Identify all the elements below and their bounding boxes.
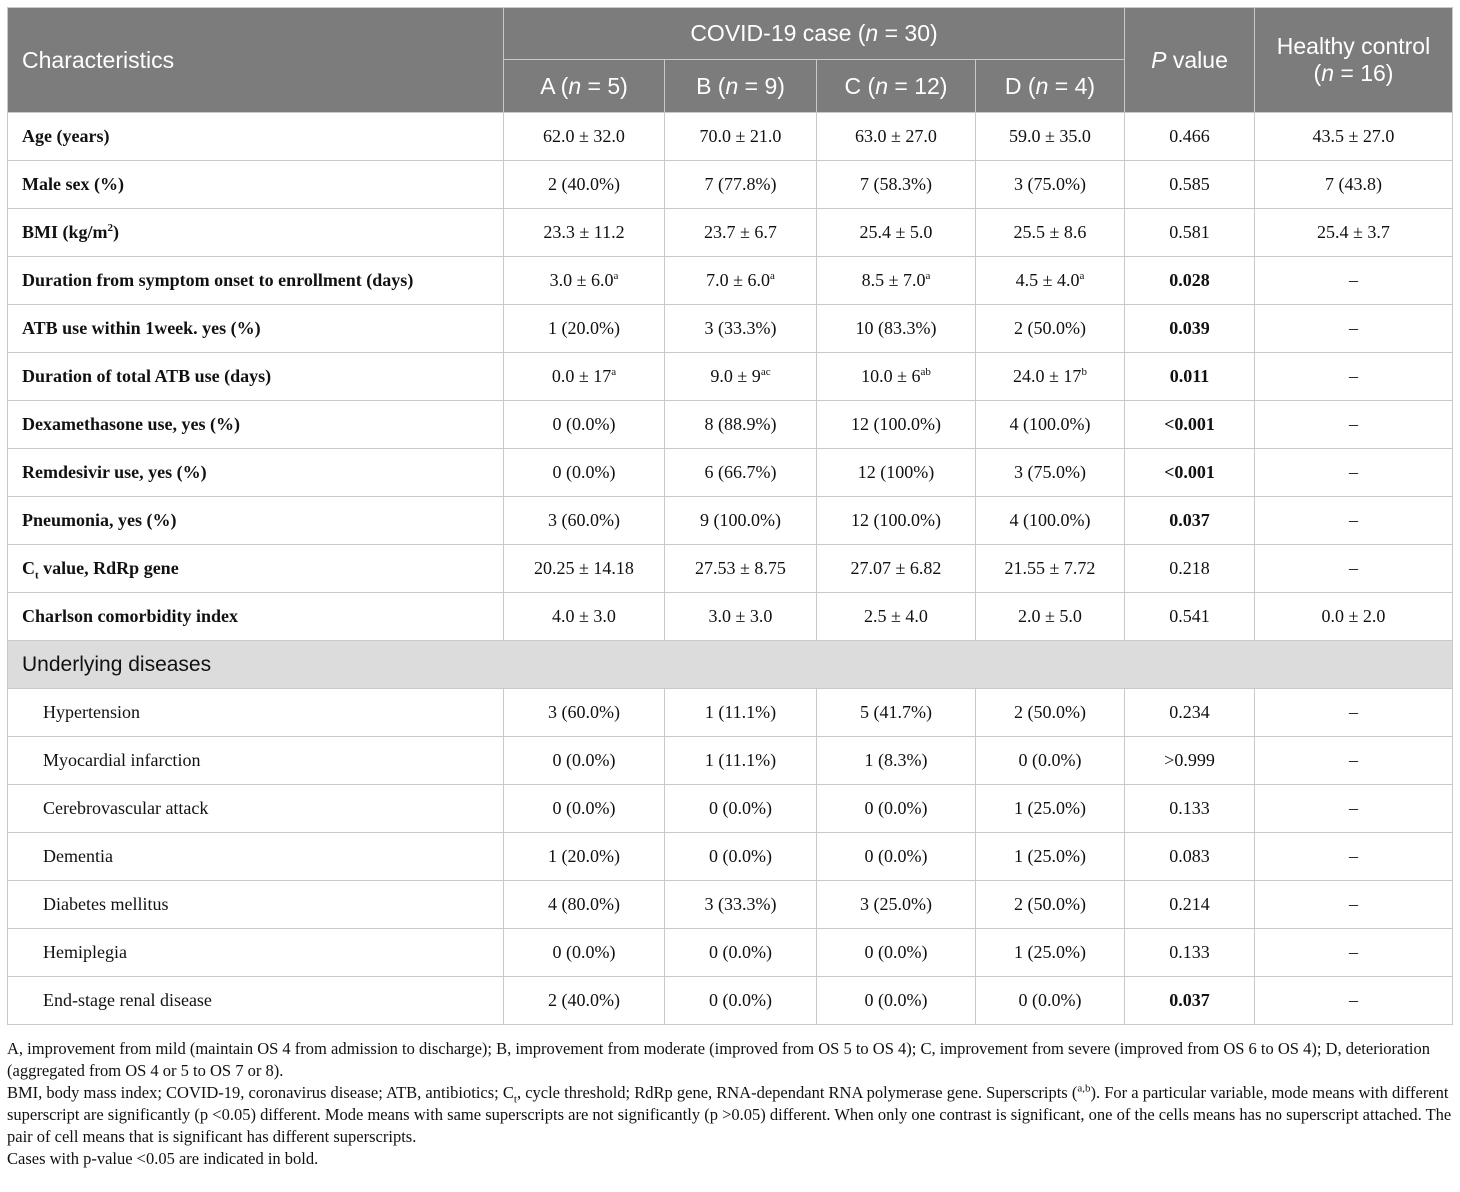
cell-a: 4.0 ± 3.0	[504, 593, 665, 641]
row-label: BMI $(kg/m^2)$	[8, 209, 504, 257]
cell-b: 7 (77.8%)	[665, 161, 817, 209]
header-group-b: B (n = 9)	[665, 60, 817, 113]
cell-healthy: 7 (43.8)	[1255, 161, 1453, 209]
row-label: Dexamethasone use, yes (%)	[8, 401, 504, 449]
cell-p-value: 0.581	[1125, 209, 1255, 257]
cell-healthy: –	[1255, 353, 1453, 401]
cell-d: 3 (75.0%)	[976, 449, 1125, 497]
cell-a: 2 (40.0%)	[504, 977, 665, 1025]
row-label: Hemiplegia	[8, 929, 504, 977]
cell-healthy: –	[1255, 497, 1453, 545]
header-group-c: C (n = 12)	[817, 60, 976, 113]
cell-b: 8 (88.9%)	[665, 401, 817, 449]
cell-p-value: 0.133	[1125, 785, 1255, 833]
cell-c: 8.5 ± 7.0$^a$	[817, 257, 976, 305]
cell-a: 3 (60.0%)	[504, 689, 665, 737]
row-label: Charlson comorbidity index	[8, 593, 504, 641]
row-label: Myocardial infarction	[8, 737, 504, 785]
cell-b: 0 (0.0%)	[665, 833, 817, 881]
cell-c: 5 (41.7%)	[817, 689, 976, 737]
footnote-abbreviations: BMI, body mass index; COVID-19, coronavirus disease; ATB, antibiotics; $C_t$, cycle threshold; RdRp gene, RNA-dependant RNA polymerase gene. Superscripts ($^{a,b}$). For a particular variable, mode means with different superscript are significantly (p <0.05) different. Mode means with same superscripts are not significantly (p >0.05) different. When only one contrast is significant, one of the cells means has no superscript attached. The pair of cell means that is significant has different superscripts.	[7, 1082, 1452, 1146]
cell-a: 0 (0.0%)	[504, 449, 665, 497]
row-label: Duration from symptom onset to enrollment (days)	[8, 257, 504, 305]
cell-healthy: –	[1255, 545, 1453, 593]
cell-p-value: 0.028	[1125, 257, 1255, 305]
cell-d: 59.0 ± 35.0	[976, 113, 1125, 161]
cell-healthy: –	[1255, 977, 1453, 1025]
cell-healthy: –	[1255, 929, 1453, 977]
table-row	[8, 449, 1453, 497]
table-row	[8, 785, 1453, 833]
row-label: Duration of total ATB use (days)	[8, 353, 504, 401]
cell-healthy: –	[1255, 785, 1453, 833]
table-row	[8, 689, 1453, 737]
header-covid-group: COVID-19 case (n = 30)	[504, 8, 1125, 60]
row-label: $C_t$ value, RdRp gene	[8, 545, 504, 593]
cell-p-value: >0.999	[1125, 737, 1255, 785]
table-row	[8, 161, 1453, 209]
cell-b: 7.0 ± 6.0$^a$	[665, 257, 817, 305]
table-row	[8, 833, 1453, 881]
cell-b: 70.0 ± 21.0	[665, 113, 817, 161]
row-label: Male sex (%)	[8, 161, 504, 209]
row-label: ATB use within 1week. yes (%)	[8, 305, 504, 353]
header-healthy-control: Healthy control (n = 16)	[1255, 8, 1453, 113]
cell-p-value: 0.037	[1125, 497, 1255, 545]
cell-d: 2.0 ± 5.0	[976, 593, 1125, 641]
cell-a: 2 (40.0%)	[504, 161, 665, 209]
cell-d: $24.0 \pm 17^b$	[976, 353, 1125, 401]
cell-b: $9.0 \pm 9^{ac}$	[665, 353, 817, 401]
table-row	[8, 881, 1453, 929]
cell-a: 3 (60.0%)	[504, 497, 665, 545]
cell-p-value: 0.466	[1125, 113, 1255, 161]
cell-p-value: 0.011	[1125, 353, 1255, 401]
table-row	[8, 929, 1453, 977]
cell-b: 1 (11.1%)	[665, 689, 817, 737]
row-label: Diabetes mellitus	[8, 881, 504, 929]
cell-b: 27.53 ± 8.75	[665, 545, 817, 593]
cell-healthy: –	[1255, 305, 1453, 353]
section-label-underlying-diseases: Underlying diseases	[8, 641, 1453, 689]
cell-a: 0 (0.0%)	[504, 785, 665, 833]
cell-p-value: 0.585	[1125, 161, 1255, 209]
section-row	[8, 641, 1453, 689]
header-group-d: D (n = 4)	[976, 60, 1125, 113]
cell-p-value: 0.214	[1125, 881, 1255, 929]
table-row	[8, 353, 1453, 401]
cell-a: 3.0 ± 6.0$^a$	[504, 257, 665, 305]
cell-b: 6 (66.7%)	[665, 449, 817, 497]
cell-c: 25.4 ± 5.0	[817, 209, 976, 257]
cell-c: 0 (0.0%)	[817, 929, 976, 977]
cell-c: 0 (0.0%)	[817, 977, 976, 1025]
cell-p-value: 0.083	[1125, 833, 1255, 881]
cell-d: 4.5 ± 4.0$^a$	[976, 257, 1125, 305]
cell-b: 3.0 ± 3.0	[665, 593, 817, 641]
footnote-group-definitions: A, improvement from mild (maintain OS 4 from admission to discharge); B, improvement from moderate (improved from OS 5 to OS 4); C, improvement from severe (improved from OS 6 to OS 4); D, deterioration (aggregated from OS 4 or 5 to OS 7 or 8).	[7, 1039, 1431, 1080]
cell-d: 4 (100.0%)	[976, 401, 1125, 449]
cell-a: 4 (80.0%)	[504, 881, 665, 929]
header-group-a: A (n = 5)	[504, 60, 665, 113]
row-label: Cerebrovascular attack	[8, 785, 504, 833]
cell-p-value: <0.001	[1125, 401, 1255, 449]
row-label: Pneumonia, yes (%)	[8, 497, 504, 545]
cell-d: 1 (25.0%)	[976, 785, 1125, 833]
row-label: Remdesivir use, yes (%)	[8, 449, 504, 497]
cell-b: 0 (0.0%)	[665, 929, 817, 977]
cell-p-value: 0.039	[1125, 305, 1255, 353]
cell-c: 63.0 ± 27.0	[817, 113, 976, 161]
cell-a: 0 (0.0%)	[504, 929, 665, 977]
table-row	[8, 977, 1453, 1025]
cell-d: 2 (50.0%)	[976, 881, 1125, 929]
cell-c: 10 (83.3%)	[817, 305, 976, 353]
cell-d: 0 (0.0%)	[976, 977, 1125, 1025]
table-row	[8, 305, 1453, 353]
cell-c: 0 (0.0%)	[817, 833, 976, 881]
cell-healthy: 43.5 ± 27.0	[1255, 113, 1453, 161]
cell-d: 2 (50.0%)	[976, 689, 1125, 737]
footnote-bold-note: Cases with p-value <0.05 are indicated in bold.	[7, 1149, 319, 1168]
table-footnotes	[7, 1038, 1455, 1170]
cell-d: 4 (100.0%)	[976, 497, 1125, 545]
cell-a: 20.25 ± 14.18	[504, 545, 665, 593]
cell-healthy: 0.0 ± 2.0	[1255, 593, 1453, 641]
cell-p-value: 0.541	[1125, 593, 1255, 641]
cell-a: 0 (0.0%)	[504, 737, 665, 785]
table-row	[8, 113, 1453, 161]
cell-p-value: 0.218	[1125, 545, 1255, 593]
table-row	[8, 545, 1453, 593]
cell-b: 3 (33.3%)	[665, 305, 817, 353]
cell-b: 0 (0.0%)	[665, 785, 817, 833]
cell-c: 12 (100.0%)	[817, 497, 976, 545]
cell-b: 0 (0.0%)	[665, 977, 817, 1025]
cell-a: 62.0 ± 32.0	[504, 113, 665, 161]
cell-c: 12 (100%)	[817, 449, 976, 497]
cell-c: $10.0 \pm 6^{ab}$	[817, 353, 976, 401]
cell-a: $0.0 \pm 17^a$	[504, 353, 665, 401]
cell-healthy: –	[1255, 401, 1453, 449]
table-row	[8, 593, 1453, 641]
table-row	[8, 257, 1453, 305]
cell-p-value: 0.133	[1125, 929, 1255, 977]
table-row	[8, 401, 1453, 449]
cell-c: 27.07 ± 6.82	[817, 545, 976, 593]
table-row	[8, 209, 1453, 257]
cell-d: 25.5 ± 8.6	[976, 209, 1125, 257]
cell-d: 1 (25.0%)	[976, 833, 1125, 881]
row-label: Hypertension	[8, 689, 504, 737]
row-label: End-stage renal disease	[8, 977, 504, 1025]
cell-b: 9 (100.0%)	[665, 497, 817, 545]
cell-b: 1 (11.1%)	[665, 737, 817, 785]
cell-b: 23.7 ± 6.7	[665, 209, 817, 257]
cell-healthy: –	[1255, 881, 1453, 929]
cell-c: 7 (58.3%)	[817, 161, 976, 209]
header-p-value: P value	[1125, 8, 1255, 113]
cell-healthy: –	[1255, 689, 1453, 737]
header-characteristics: Characteristics	[8, 8, 504, 113]
cell-p-value: 0.234	[1125, 689, 1255, 737]
cell-b: 3 (33.3%)	[665, 881, 817, 929]
table-row	[8, 497, 1453, 545]
cell-c: 1 (8.3%)	[817, 737, 976, 785]
cell-c: 0 (0.0%)	[817, 785, 976, 833]
table-row	[8, 737, 1453, 785]
cell-d: 21.55 ± 7.72	[976, 545, 1125, 593]
cell-healthy: –	[1255, 449, 1453, 497]
cell-c: 3 (25.0%)	[817, 881, 976, 929]
cell-a: 0 (0.0%)	[504, 401, 665, 449]
cell-c: 12 (100.0%)	[817, 401, 976, 449]
cell-d: 2 (50.0%)	[976, 305, 1125, 353]
row-label: Dementia	[8, 833, 504, 881]
cell-d: 0 (0.0%)	[976, 737, 1125, 785]
cell-healthy: 25.4 ± 3.7	[1255, 209, 1453, 257]
cell-p-value: <0.001	[1125, 449, 1255, 497]
cell-p-value: 0.037	[1125, 977, 1255, 1025]
cell-a: 1 (20.0%)	[504, 305, 665, 353]
cell-a: 23.3 ± 11.2	[504, 209, 665, 257]
cell-healthy: –	[1255, 833, 1453, 881]
cell-healthy: –	[1255, 257, 1453, 305]
cell-c: 2.5 ± 4.0	[817, 593, 976, 641]
cell-healthy: –	[1255, 737, 1453, 785]
cell-a: 1 (20.0%)	[504, 833, 665, 881]
characteristics-table	[7, 7, 1453, 1025]
row-label: Age (years)	[8, 113, 504, 161]
cell-d: 3 (75.0%)	[976, 161, 1125, 209]
cell-d: 1 (25.0%)	[976, 929, 1125, 977]
